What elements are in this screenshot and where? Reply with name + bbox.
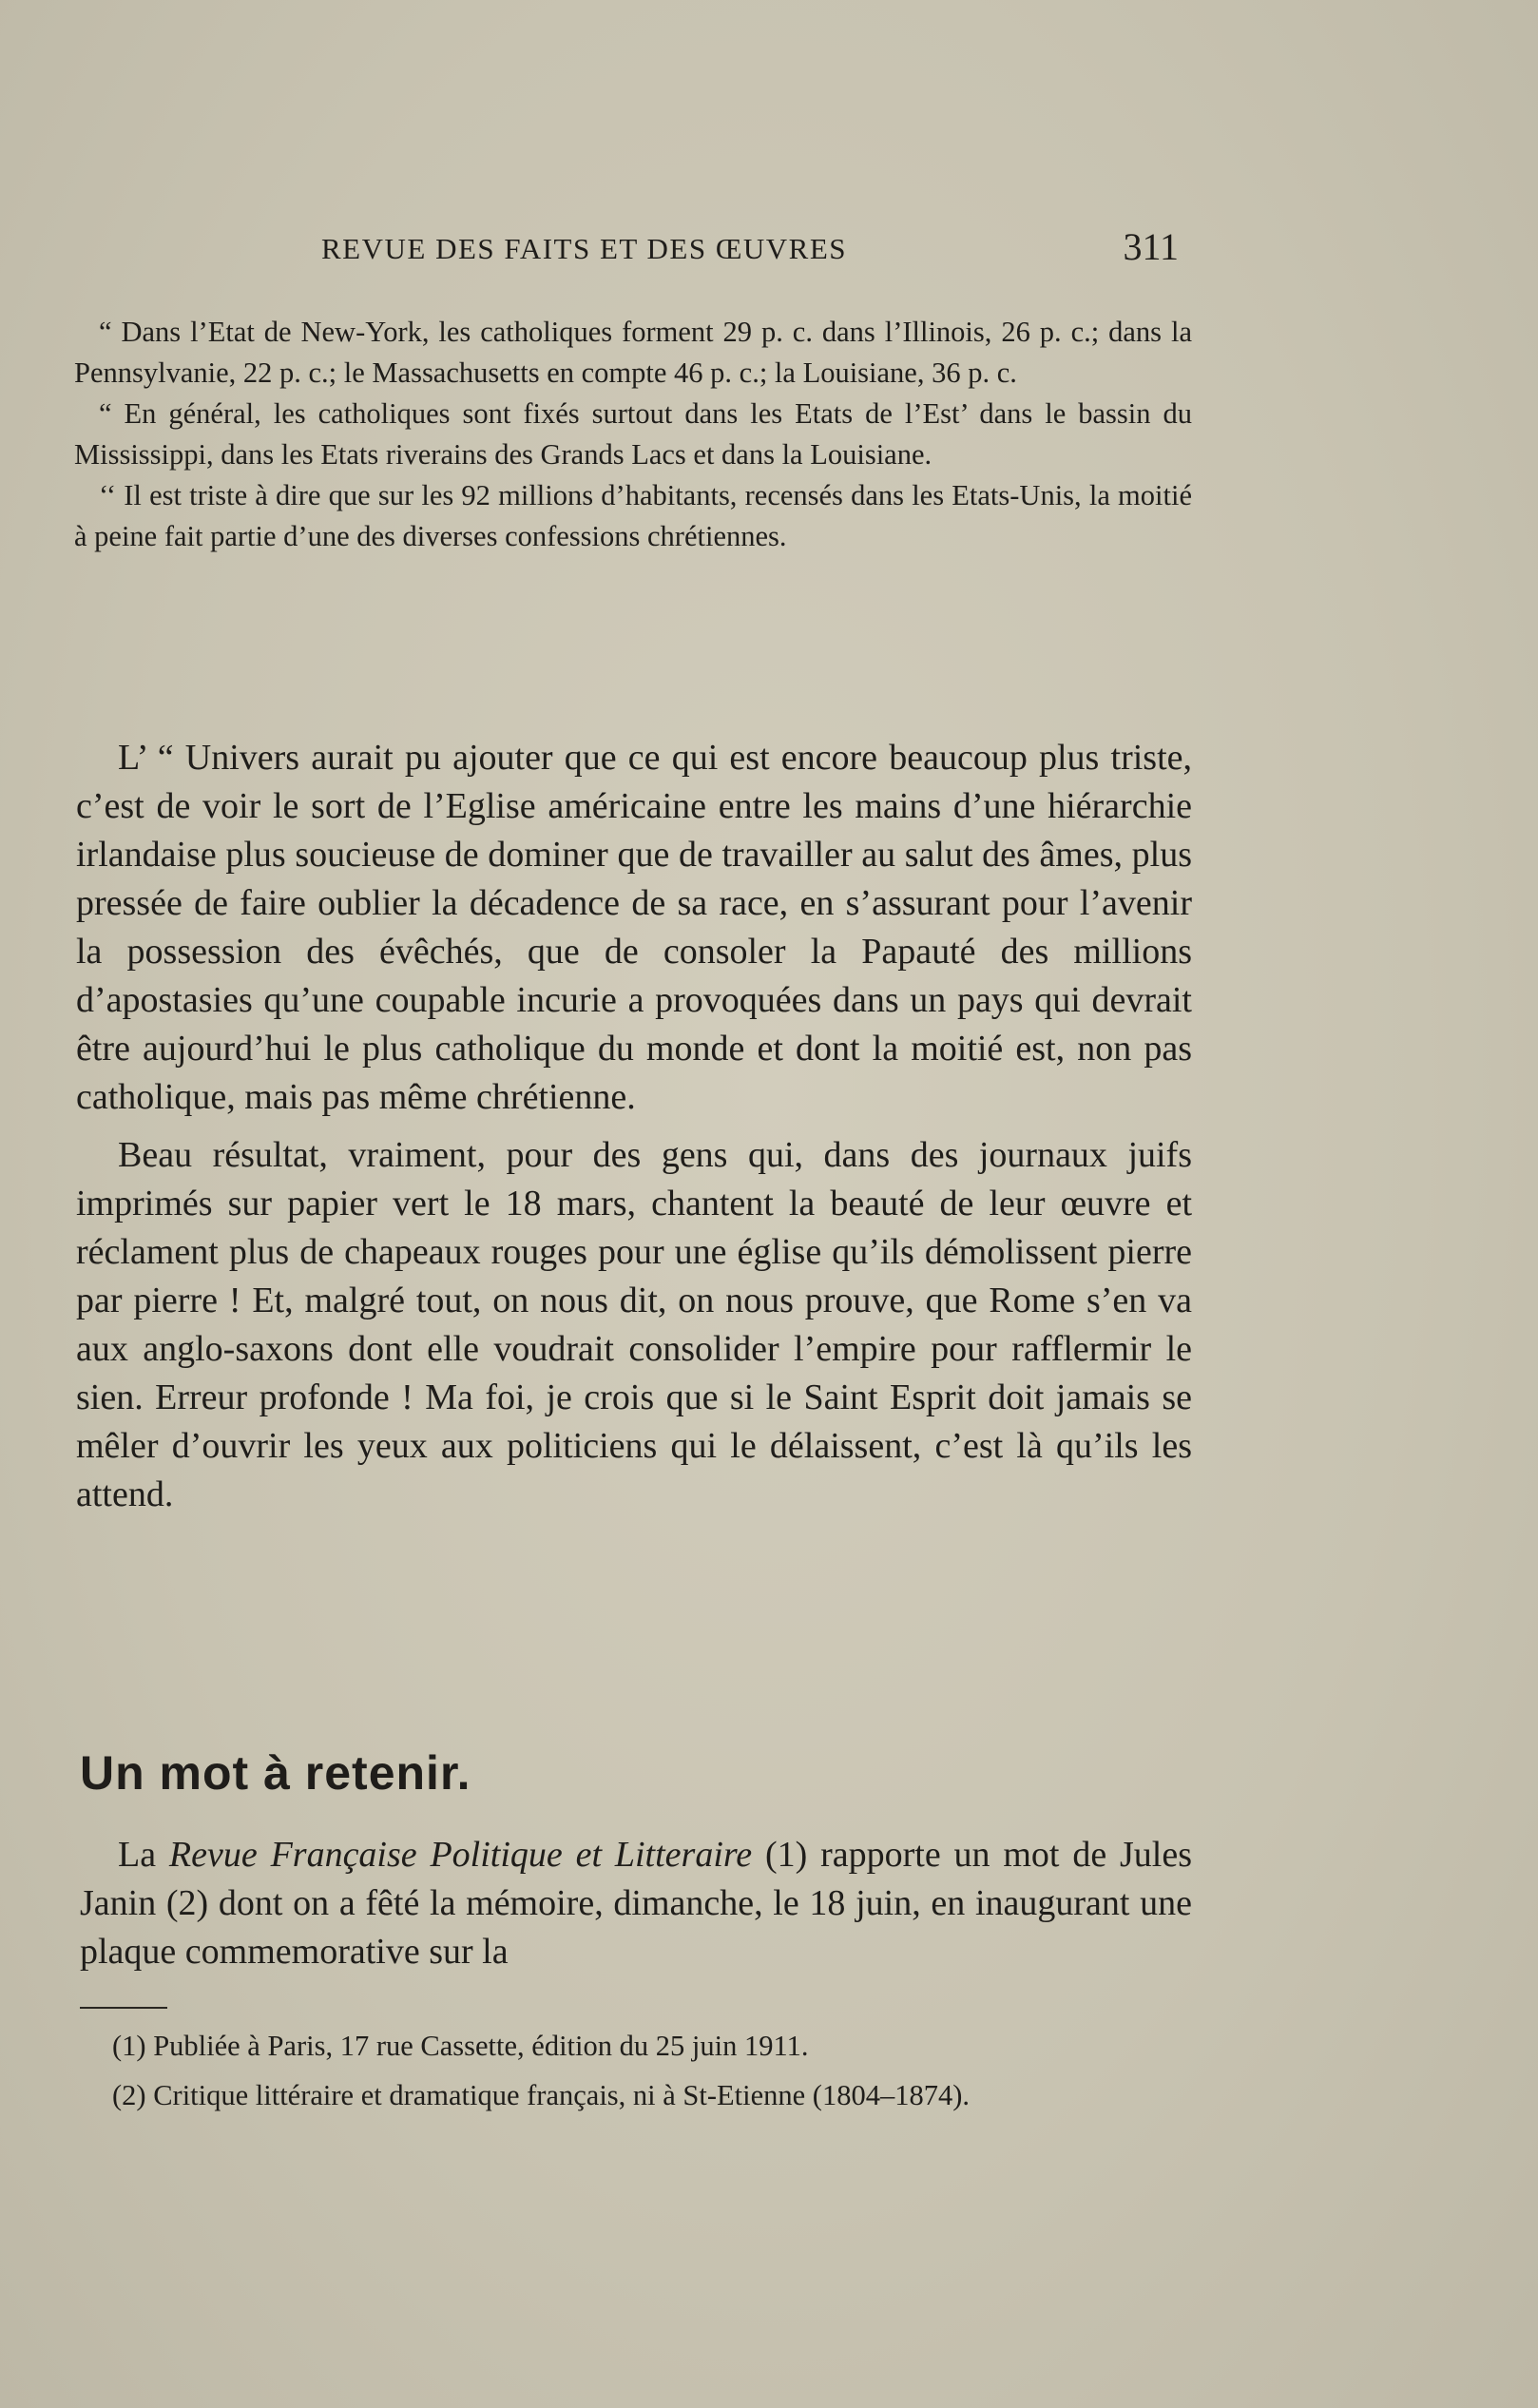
page-number: 311 [1123, 225, 1179, 268]
section-text-rest: (1) rapporte un mot de Jules Janin (2) dont on a fêté la mémoire, dimanche, le 18 juin, en inaugurant une plaque commemorative sur la [80, 1835, 1193, 1972]
quote-paragraph-2: “ En général, les catholiques sont fixés surtout dans les Etats de l’Est’ dans le bassin du Mississippi, dans les Etats riverains des Grands Lacs et dans la Louisiane. [74, 397, 1192, 471]
footnotes [80, 2025, 1192, 2124]
journal-title: Revue Française Politique et Litteraire [168, 1835, 753, 1875]
main-text [76, 734, 1192, 1529]
quoted-passage [74, 312, 1192, 557]
quote-paragraph-3: ‘‘ Il est triste à dire que sur les 92 millions d’habitants, recensés dans les Etats-Unis, la moitié à peine fait partie d’une des diverses confessions chrétiennes. [74, 479, 1192, 552]
section-paragraph [80, 1831, 1192, 1976]
section-body [80, 1831, 1192, 1976]
quote-paragraph-1: “ Dans l’Etat de New-York, les catholiques forment 29 p. c. dans l’Illinois, 26 p. c.; dans la Pennsylvanie, 22 p. c.; le Massachusetts en compte 46 p. c.; la Louisiane, 36 p. c. [74, 316, 1192, 389]
footnote-1: (1) Publiée à Paris, 17 rue Cassette, édition du 25 juin 1911. [112, 2030, 809, 2062]
page-header [76, 224, 1179, 272]
main-paragraph-1: L’ “ Univers aurait pu ajouter que ce qui est encore beaucoup plus triste, c’est de voir le sort de l’Eglise américaine entre les mains d’une hiérarchie irlandaise plus soucieuse de dominer que de travailler au salut des âmes, plus pressée de faire oublier la décadence de sa race, en s’assurant pour l’avenir la possession des évêchés, que de consoler la Papauté des millions d’apostasies qu’une coupable incurie a provoquées dans un pays qui devrait être aujourd’hui le plus catholique du monde et dont la moitié est, non pas catholique, mais pas même chrétienne. [76, 738, 1192, 1117]
section-title: Un mot à retenir. [80, 1746, 471, 1800]
footnote-rule [80, 2007, 167, 2009]
footnote-2: (2) Critique littéraire et dramatique français, ni à St-Etienne (1804–1874). [112, 2079, 970, 2111]
running-head: REVUE DES FAITS ET DES ŒUVRES [321, 232, 848, 265]
main-paragraph-2: Beau résultat, vraiment, pour des gens qui, dans des journaux juifs imprimés sur papier vert le 18 mars, chantent la beauté de leur œuvre et réclament plus de chapeaux rouges pour une église qu’ils démolissent pierre par pierre ! Et, malgré tout, on nous dit, on nous prouve, que Rome s’en va aux anglo-saxons dont elle voudrait consolider l’empire pour rafflermir le sien. Erreur profonde ! Ma foi, je crois que si le Saint Esprit doit jamais se mêler d’ouvrir les yeux aux politiciens qui le délaissent, c’est là qu’ils les attend. [76, 1135, 1192, 1514]
section-text-start: La [118, 1835, 169, 1875]
